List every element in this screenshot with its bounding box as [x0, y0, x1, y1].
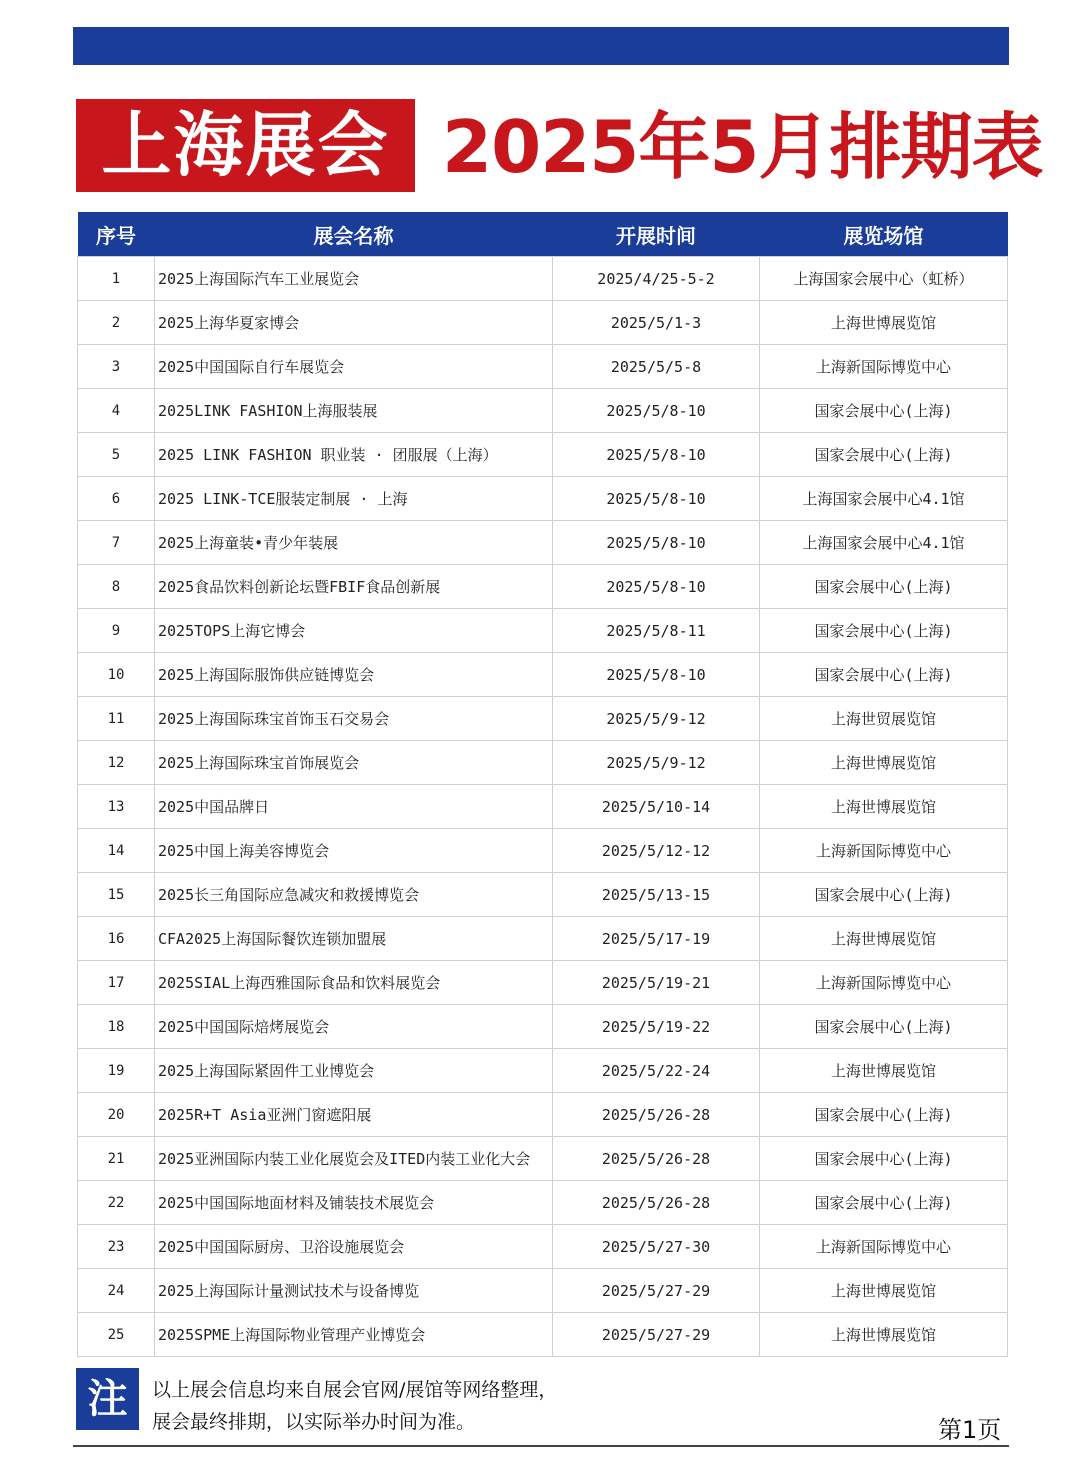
- exhibition-name: 2025上海国际珠宝首饰玉石交易会: [155, 697, 553, 741]
- exhibition-name: 2025上海国际汽车工业展览会: [155, 257, 553, 301]
- row-index: 4: [78, 389, 155, 433]
- row-index: 17: [78, 961, 155, 1005]
- table-row: [78, 1181, 1008, 1225]
- exhibition-venue: 国家会展中心(上海): [760, 389, 1008, 433]
- exhibition-date: 2025/5/1-3: [553, 301, 760, 345]
- row-index: 13: [78, 785, 155, 829]
- exhibition-venue: 上海国家会展中心（虹桥）: [760, 257, 1008, 301]
- page-title: 2025年5月排期表: [442, 105, 1043, 189]
- row-index: 20: [78, 1093, 155, 1137]
- exhibition-venue: 上海新国际博览中心: [760, 829, 1008, 873]
- exhibition-name: 2025中国上海美容博览会: [155, 829, 553, 873]
- table-row: [78, 697, 1008, 741]
- exhibition-name: 2025亚洲国际内装工业化展览会及ITED内装工业化大会: [155, 1137, 553, 1181]
- exhibition-venue: 上海世博展览馆: [760, 1049, 1008, 1093]
- exhibition-name: 2025中国国际自行车展览会: [155, 345, 553, 389]
- table-row: [78, 873, 1008, 917]
- row-index: 1: [78, 257, 155, 301]
- exhibition-name: 2025上海国际珠宝首饰展览会: [155, 741, 553, 785]
- page-number: 第1页: [938, 1416, 1002, 1444]
- exhibition-date: 2025/5/19-22: [553, 1005, 760, 1049]
- exhibition-venue: 上海世博展览馆: [760, 1269, 1008, 1313]
- exhibition-name: 2025SPME上海国际物业管理产业博览会: [155, 1313, 553, 1357]
- exhibition-venue: 上海新国际博览中心: [760, 961, 1008, 1005]
- note-badge: 注: [76, 1368, 139, 1430]
- footer-divider: [73, 1445, 1009, 1447]
- row-index: 6: [78, 477, 155, 521]
- row-index: 23: [78, 1225, 155, 1269]
- exhibition-date: 2025/5/26-28: [553, 1137, 760, 1181]
- exhibition-venue: 国家会展中心(上海): [760, 1093, 1008, 1137]
- table-row: [78, 961, 1008, 1005]
- table-row: [78, 653, 1008, 697]
- exhibition-date: 2025/5/12-12: [553, 829, 760, 873]
- table-row: [78, 917, 1008, 961]
- row-index: 22: [78, 1181, 155, 1225]
- exhibition-venue: 国家会展中心(上海): [760, 1137, 1008, 1181]
- column-header-index: 序号: [78, 212, 155, 257]
- row-index: 2: [78, 301, 155, 345]
- exhibition-venue: 上海世博展览馆: [760, 1313, 1008, 1357]
- row-index: 14: [78, 829, 155, 873]
- table-row: [78, 829, 1008, 873]
- exhibition-date: 2025/5/26-28: [553, 1093, 760, 1137]
- table-row: [78, 1049, 1008, 1093]
- column-header-date: 开展时间: [553, 212, 760, 257]
- table-row: [78, 1093, 1008, 1137]
- table-row: [78, 1225, 1008, 1269]
- exhibition-venue: 上海国家会展中心4.1馆: [760, 477, 1008, 521]
- row-index: 16: [78, 917, 155, 961]
- top-banner-bar: [73, 27, 1009, 65]
- exhibition-date: 2025/5/8-10: [553, 565, 760, 609]
- exhibition-venue: 国家会展中心(上海): [760, 433, 1008, 477]
- exhibition-venue: 国家会展中心(上海): [760, 1181, 1008, 1225]
- column-header-venue: 展览场馆: [760, 212, 1008, 257]
- row-index: 3: [78, 345, 155, 389]
- exhibition-date: 2025/5/9-12: [553, 741, 760, 785]
- exhibition-name: CFA2025上海国际餐饮连锁加盟展: [155, 917, 553, 961]
- exhibition-name: 2025R+T Asia亚洲门窗遮阳展: [155, 1093, 553, 1137]
- exhibition-name: 2025上海华夏家博会: [155, 301, 553, 345]
- exhibition-date: 2025/5/27-29: [553, 1269, 760, 1313]
- exhibition-name: 2025 LINK FASHION 职业装 · 团服展（上海）: [155, 433, 553, 477]
- exhibition-date: 2025/5/22-24: [553, 1049, 760, 1093]
- table-row: [78, 345, 1008, 389]
- exhibition-date: 2025/5/27-29: [553, 1313, 760, 1357]
- exhibition-venue: 上海国家会展中心4.1馆: [760, 521, 1008, 565]
- exhibition-name: 2025上海国际计量测试技术与设备博览: [155, 1269, 553, 1313]
- table-row: [78, 1005, 1008, 1049]
- exhibition-date: 2025/5/27-30: [553, 1225, 760, 1269]
- table-row: [78, 521, 1008, 565]
- table-row: [78, 301, 1008, 345]
- table-row: [78, 741, 1008, 785]
- table-row: [78, 785, 1008, 829]
- exhibition-name: 2025SIAL上海西雅国际食品和饮料展览会: [155, 961, 553, 1005]
- note-text: [152, 1374, 557, 1438]
- title-badge: 上海展会: [76, 99, 415, 192]
- exhibition-venue: 上海新国际博览中心: [760, 1225, 1008, 1269]
- table-row: [78, 1137, 1008, 1181]
- exhibition-name: 2025上海童装•青少年装展: [155, 521, 553, 565]
- exhibition-venue: 上海世博展览馆: [760, 785, 1008, 829]
- table-row: [78, 477, 1008, 521]
- row-index: 7: [78, 521, 155, 565]
- exhibition-name: 2025LINK FASHION上海服装展: [155, 389, 553, 433]
- row-index: 5: [78, 433, 155, 477]
- exhibition-date: 2025/5/8-10: [553, 521, 760, 565]
- note-line-1: 以上展会信息均来自展会官网/展馆等网络整理，: [152, 1379, 558, 1401]
- row-index: 10: [78, 653, 155, 697]
- exhibition-date: 2025/5/17-19: [553, 917, 760, 961]
- table-row: [78, 389, 1008, 433]
- row-index: 24: [78, 1269, 155, 1313]
- exhibition-name: 2025上海国际紧固件工业博览会: [155, 1049, 553, 1093]
- exhibition-name: 2025上海国际服饰供应链博览会: [155, 653, 553, 697]
- table-row: [78, 1313, 1008, 1357]
- exhibition-venue: 国家会展中心(上海): [760, 609, 1008, 653]
- exhibition-date: 2025/5/5-8: [553, 345, 760, 389]
- exhibition-date: 2025/5/8-11: [553, 609, 760, 653]
- exhibition-date: 2025/5/8-10: [553, 653, 760, 697]
- exhibition-date: 2025/5/13-15: [553, 873, 760, 917]
- exhibition-venue: 上海世博展览馆: [760, 917, 1008, 961]
- exhibition-date: 2025/5/8-10: [553, 389, 760, 433]
- note-line-2: 展会最终排期，以实际举办时间为准。: [152, 1411, 476, 1433]
- exhibition-venue: 国家会展中心(上海): [760, 1005, 1008, 1049]
- exhibition-venue: 国家会展中心(上海): [760, 653, 1008, 697]
- exhibition-venue: 国家会展中心(上海): [760, 565, 1008, 609]
- row-index: 9: [78, 609, 155, 653]
- column-header-name: 展会名称: [155, 212, 553, 257]
- exhibition-date: 2025/5/26-28: [553, 1181, 760, 1225]
- exhibition-name: 2025TOPS上海它博会: [155, 609, 553, 653]
- exhibition-name: 2025中国国际厨房、卫浴设施展览会: [155, 1225, 553, 1269]
- row-index: 21: [78, 1137, 155, 1181]
- exhibition-name: 2025长三角国际应急减灾和救援博览会: [155, 873, 553, 917]
- row-index: 12: [78, 741, 155, 785]
- exhibition-venue: 上海世博展览馆: [760, 741, 1008, 785]
- table-header-row: [78, 212, 1008, 257]
- exhibition-date: 2025/5/8-10: [553, 433, 760, 477]
- row-index: 18: [78, 1005, 155, 1049]
- exhibition-name: 2025中国国际焙烤展览会: [155, 1005, 553, 1049]
- table-row: [78, 1269, 1008, 1313]
- exhibition-date: 2025/5/8-10: [553, 477, 760, 521]
- row-index: 15: [78, 873, 155, 917]
- exhibition-date: 2025/4/25-5-2: [553, 257, 760, 301]
- exhibition-date: 2025/5/10-14: [553, 785, 760, 829]
- exhibition-venue: 上海世博展览馆: [760, 301, 1008, 345]
- table-row: [78, 565, 1008, 609]
- exhibition-name: 2025 LINK-TCE服装定制展 · 上海: [155, 477, 553, 521]
- schedule-table: [77, 212, 1008, 1357]
- exhibition-date: 2025/5/9-12: [553, 697, 760, 741]
- exhibition-venue: 国家会展中心(上海): [760, 873, 1008, 917]
- table-row: [78, 433, 1008, 477]
- exhibition-venue: 上海世贸展览馆: [760, 697, 1008, 741]
- row-index: 11: [78, 697, 155, 741]
- exhibition-name: 2025中国品牌日: [155, 785, 553, 829]
- row-index: 8: [78, 565, 155, 609]
- exhibition-name: 2025中国国际地面材料及铺装技术展览会: [155, 1181, 553, 1225]
- exhibition-venue: 上海新国际博览中心: [760, 345, 1008, 389]
- exhibition-name: 2025食品饮料创新论坛暨FBIF食品创新展: [155, 565, 553, 609]
- row-index: 25: [78, 1313, 155, 1357]
- table-row: [78, 257, 1008, 301]
- row-index: 19: [78, 1049, 155, 1093]
- table-row: [78, 609, 1008, 653]
- exhibition-date: 2025/5/19-21: [553, 961, 760, 1005]
